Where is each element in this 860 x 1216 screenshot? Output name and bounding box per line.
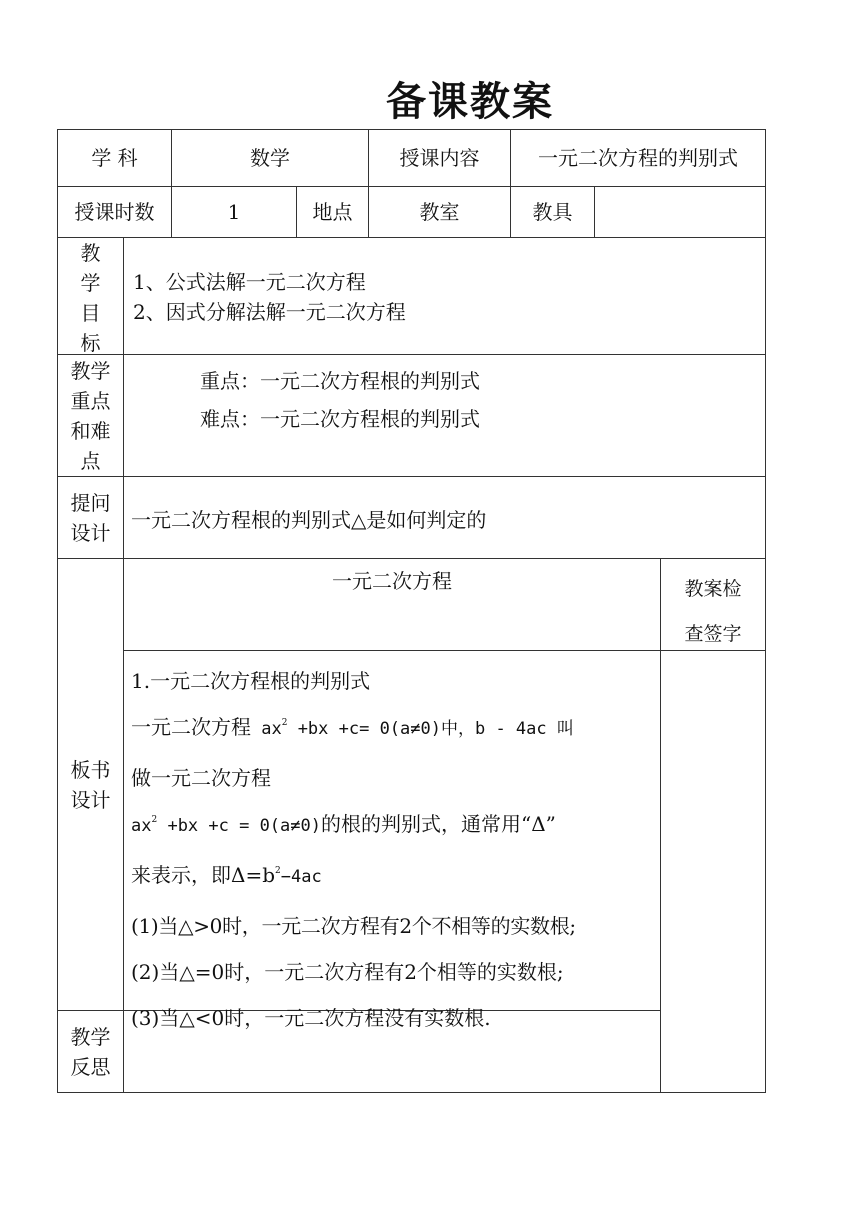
goals-label — [58, 238, 123, 358]
board-equation: ax — [131, 816, 152, 836]
goal-item: 2、因式分解法解一元二次方程 — [133, 300, 406, 324]
goals-label-char: 目 — [80, 301, 101, 325]
question-label — [58, 488, 123, 548]
difficult-point: 难点：一元二次方程根的判别式 — [200, 407, 480, 431]
reflection-label-line: 教学 — [70, 1025, 111, 1049]
tools-label: 教具 — [532, 200, 573, 224]
reflection-label — [58, 1022, 123, 1082]
board-label-line: 设计 — [70, 788, 111, 812]
check-signature-label — [661, 567, 765, 657]
place-label: 地点 — [312, 200, 353, 224]
board-line: 1.一元二次方程根的判别式 — [131, 669, 371, 693]
board-text: 一元二次方程 — [131, 715, 251, 739]
key-point: 重点：一元二次方程根的判别式 — [200, 369, 480, 393]
table-rule — [594, 186, 595, 237]
table-rule — [57, 354, 766, 355]
goals-label-char: 教 — [80, 241, 101, 265]
table-rule — [57, 237, 766, 238]
board-line — [131, 852, 657, 903]
board-equation: −4ac — [280, 867, 322, 887]
table-rule — [765, 129, 766, 1093]
content-value: 一元二次方程的判别式 — [538, 146, 738, 170]
board-text: 来表示，即Δ=b — [131, 863, 276, 887]
hours-value: 1 — [227, 200, 241, 224]
place-value: 教室 — [419, 200, 460, 224]
superscript: 2 — [275, 866, 281, 876]
board-label-line: 板书 — [70, 758, 111, 782]
hours-label: 授课时数 — [74, 200, 155, 224]
board-equation: +bx +c= 0(a≠0)中，b - 4ac 叫 — [287, 719, 574, 739]
key-points-label-line: 和难 — [70, 419, 111, 443]
page-title: 备课教案 — [386, 78, 554, 125]
key-points-label-line: 点 — [80, 449, 101, 473]
key-points-label-line: 教学 — [70, 359, 111, 383]
subject-label: 学 科 — [91, 146, 138, 170]
board-line — [131, 801, 657, 852]
board-line: 做一元二次方程 — [131, 766, 271, 790]
board-label — [58, 755, 123, 815]
superscript: 2 — [281, 718, 288, 728]
board-case: (2)当△=0时，一元二次方程有2个相等的实数根; — [131, 960, 564, 984]
goals-label-char: 标 — [80, 331, 101, 355]
question-label-line: 提问 — [70, 491, 111, 515]
table-rule — [57, 476, 766, 477]
board-content — [131, 658, 657, 1041]
table-rule — [57, 186, 766, 187]
board-case: (3)当△<0时，一元二次方程没有实数根. — [131, 1006, 491, 1030]
key-points-label-line: 重点 — [70, 389, 111, 413]
check-label-line: 查签字 — [684, 623, 742, 645]
board-line — [131, 704, 657, 755]
table-rule — [57, 129, 766, 130]
content-label: 授课内容 — [399, 146, 480, 170]
key-points-content — [200, 362, 750, 438]
goals-label-char: 学 — [80, 271, 101, 295]
board-case: (1)当△>0时，一元二次方程有2个不相等的实数根; — [131, 914, 576, 938]
subject-value: 数学 — [250, 146, 290, 170]
board-text: 的根的判别式，通常用“Δ” — [320, 812, 556, 836]
board-heading: 一元二次方程 — [332, 569, 452, 593]
board-equation: ax — [251, 719, 282, 739]
key-points-label — [58, 356, 123, 476]
board-equation: +bx +c = 0(a≠0) — [157, 816, 321, 836]
reflection-label-line: 反思 — [70, 1055, 111, 1079]
table-rule — [123, 237, 124, 1093]
superscript: 2 — [151, 815, 158, 825]
goal-item: 1、公式法解一元二次方程 — [133, 270, 366, 294]
question-text: 一元二次方程根的判别式△是如何判定的 — [131, 508, 487, 532]
question-label-line: 设计 — [70, 521, 111, 545]
goals-list — [133, 267, 753, 327]
check-label-line: 教案检 — [684, 578, 742, 600]
